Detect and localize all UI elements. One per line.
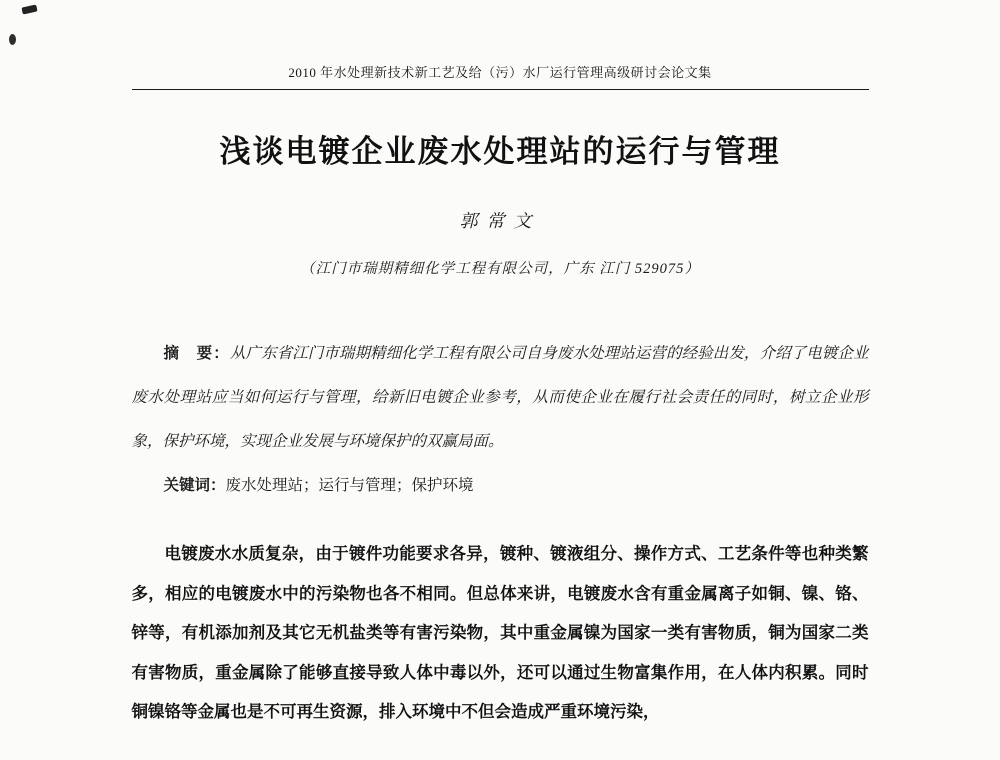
page-content	[132, 0, 869, 732]
header-rule	[132, 89, 869, 90]
keywords-label: 关键词：	[163, 477, 226, 494]
paper-title: 浅谈电镀企业废水处理站的运行与管理	[219, 134, 781, 169]
body-paragraph: 电镀废水水质复杂，由于镀件功能要求各异，镀种、镀液组分、操作方式、工艺条件等也种类繁多，相应的电镀废水中的污染物也各不相同。但总体来讲，电镀废水含有重金属离子如铜、镍、铬、锌等，有机添加剂及其它无机盐类等有害污染物，其中重金属镍为国家一类有害物质，铜为国家二类有害物质，重金属除了能够直接导致人体中毒以外，还可以通过生物富集作用，在人体内积累。同时铜镍铬等金属也是不可再生资源，排入环境中不但会造成严重环境污染，	[131, 544, 869, 721]
running-head: 2010 年水处理新技术新工艺及给（污）水厂运行管理高级研讨会论文集	[288, 65, 712, 80]
scan-artifact-top-left	[21, 5, 37, 15]
scan-artifact-left-edge	[9, 34, 16, 45]
keywords-line	[132, 464, 869, 508]
abstract-paragraph	[132, 332, 869, 464]
author-affiliation: （江门市瑞期精细化学工程有限公司，广东 江门 529075）	[300, 261, 700, 277]
keywords-text: 废水处理站；运行与管理；保护环境	[225, 477, 474, 494]
abstract-text: 从广东省江门市瑞期精细化学工程有限公司自身废水处理站运营的经验出发，介绍了电镀企业废水处理站应当如何运行与管理，给新旧电镀企业参考，从而使企业在履行社会责任的同时，树立企业形象，保护环境，实现企业发展与环境保护的双赢局面。	[131, 345, 869, 450]
abstract-label: 摘 要：	[163, 345, 230, 362]
author-name: 郭常文	[459, 211, 541, 231]
